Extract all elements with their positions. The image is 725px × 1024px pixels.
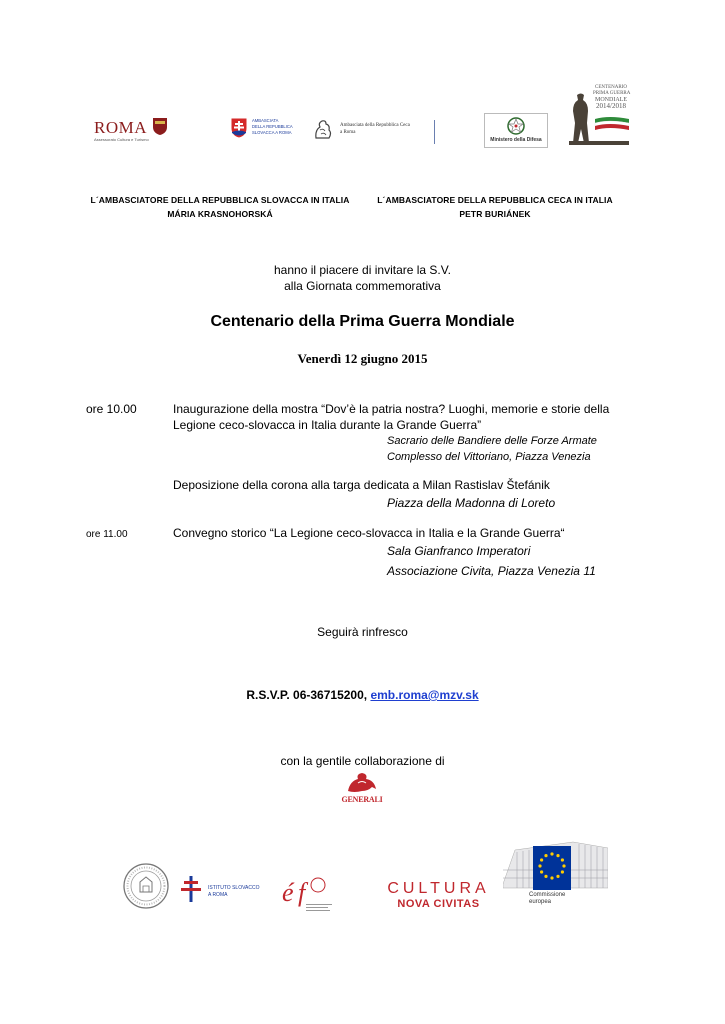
seal-icon — [122, 862, 170, 910]
czech-embassy-logo — [312, 118, 437, 146]
svg-text:é: é — [282, 878, 294, 907]
generali-logo — [338, 771, 386, 809]
roma-crest-icon — [152, 116, 168, 136]
istituto-slovacco-logo — [180, 875, 260, 905]
rsvp-phone: R.S.V.P. 06-36715200, — [246, 688, 371, 702]
header-left-name: MÁRIA KRASNOHORSKÁ — [167, 209, 273, 219]
ministry-logo — [484, 113, 548, 148]
cultura-top-text: CULTURA — [387, 880, 490, 897]
roma-logo-sub: Assessorato Cultura e Turismo — [94, 137, 149, 142]
generali-label: GENERALI — [341, 795, 383, 804]
berlaymont-building-icon — [503, 840, 608, 890]
event-title: Centenario della Prima Guerra Mondiale — [210, 313, 515, 330]
refreshment-note: Seguirà rinfresco — [317, 625, 408, 639]
program-desc: Inaugurazione della mostra “Dov’è la patria nostra? Luoghi, memorie e storie della Legione ceco-slovacca in Italia durante la Grande Guerra” — [173, 402, 610, 432]
header-right — [345, 193, 645, 221]
czech-embassy-divider — [434, 120, 435, 144]
ef-logo — [280, 873, 336, 913]
event-date: Venerdì 12 giugno 2015 — [297, 351, 428, 366]
roma-logo — [94, 116, 174, 146]
slovak-embassy-text: AMBASCIATA DELLA REPUBBLICA SLOVACCA A ROMA — [252, 118, 293, 135]
program-item-2 — [173, 477, 653, 510]
header-right-title: L´AMBASCIATORE DELLA REPUBBLICA CECA IN ITALIA — [377, 195, 613, 205]
italian-emblem-icon — [506, 116, 526, 136]
header-left-title: L´AMBASCIATORE DELLA REPUBBLICA SLOVACCA IN ITALIA — [90, 195, 350, 205]
slovak-shield-icon — [230, 117, 248, 139]
double-cross-icon — [180, 875, 202, 903]
soldier-silhouette-icon — [569, 89, 629, 145]
program-place: Sala Gianfranco Imperatori Associazione Civita, Piazza Venezia 11 — [387, 544, 596, 578]
invite-line-2: alla Giornata commemorativa — [284, 279, 441, 293]
rsvp-email-link[interactable]: emb.roma@mzv.sk — [370, 688, 479, 702]
program-desc: Deposizione della corona alla targa dedicata a Milan Rastislav Štefánik — [173, 478, 550, 492]
roma-logo-name: ROMA — [94, 118, 148, 137]
collaboration-note: con la gentile collaborazione di — [280, 754, 445, 768]
cultura-nova-civitas-logo — [381, 881, 496, 911]
header-right-name: PETR BURIÁNEK — [459, 209, 531, 219]
czech-lion-icon — [312, 118, 334, 142]
cultura-bottom-text: NOVA CIVITAS — [397, 898, 480, 910]
seal-logo — [122, 862, 170, 910]
program-desc: Convegno storico “La Legione ceco-slovacca in Italia e la Grande Guerra“ — [173, 526, 565, 540]
invite-intro — [0, 262, 725, 294]
rsvp-line — [0, 687, 725, 703]
invite-line-1: hanno il piacere di invitare la S.V. — [274, 263, 451, 277]
istituto-slovacco-text: ISTITUTO SLOVACCO A ROMA — [208, 885, 260, 898]
ministry-label: Ministero della Difesa — [490, 137, 542, 143]
program-place: Sacrario delle Bandiere delle Forze Armate Complesso del Vittoriano, Piazza Venezia — [387, 435, 597, 463]
centenario-text: CENTENARIO PRIMA GUERRA MONDIALE 2014/2018 — [593, 85, 631, 110]
header-left — [70, 193, 370, 221]
ef-logo-icon — [280, 873, 336, 913]
czech-embassy-text: Ambasciata della Repubblica Ceca a Roma — [340, 123, 410, 135]
centenario-logo — [569, 85, 629, 145]
program-time: ore 10.00 — [86, 402, 137, 416]
program-time: ore 11.00 — [86, 529, 128, 540]
program-place: Piazza della Madonna di Loreto — [387, 496, 556, 510]
commissione-europea-logo — [503, 840, 608, 912]
slovak-embassy-logo — [230, 117, 310, 145]
svg-text:f: f — [298, 878, 306, 907]
generali-lion-icon — [344, 771, 380, 795]
commissione-text: Commissione europea — [529, 892, 566, 905]
